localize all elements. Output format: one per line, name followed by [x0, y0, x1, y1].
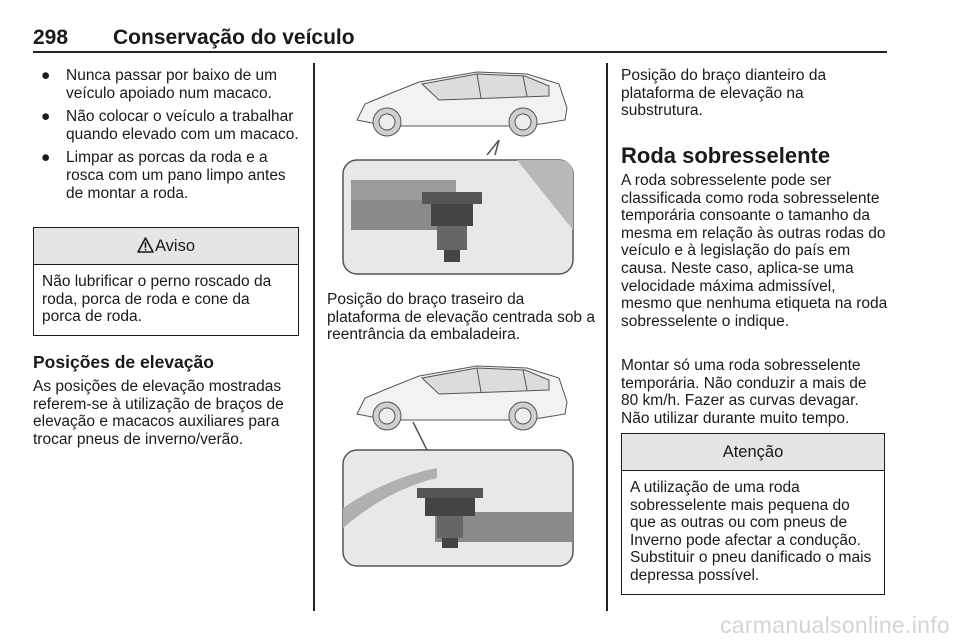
warning-box-body: Não lubrificar o perno roscado da roda, porca de roda e cone da porca de roda. [42, 273, 272, 326]
bullet-item: ● Nunca passar por baixo de um veículo apoiado num macaco. [41, 67, 278, 102]
header-rule [33, 51, 887, 53]
car-side-view [357, 72, 567, 136]
caution-box-title: Atenção [622, 434, 884, 471]
watermark: carmanualsonline.info [719, 612, 950, 638]
pointer-arrow [413, 422, 427, 450]
page-number: 298 [33, 26, 69, 49]
rear-lift-caption: Posição do braço traseiro da plataforma de elevação centrada sob a reentrância da embaladeira. [327, 291, 595, 344]
bullet-icon: ● [41, 67, 51, 84]
column-divider-left [313, 63, 315, 611]
column-divider-right [606, 63, 608, 611]
rear-lift-illustration [327, 60, 585, 276]
safety-bullet-list [33, 67, 301, 202]
caution-box [621, 433, 885, 595]
warning-box-title: Aviso [34, 228, 298, 265]
front-lift-caption: Posição do braço dianteiro da plataforma de elevação na substrutura. [621, 67, 827, 120]
warning-triangle-icon [137, 230, 154, 266]
section-title-spare-wheel: Roda sobresselente [621, 143, 831, 168]
bullet-icon: ● [41, 108, 51, 126]
bullet-icon: ● [41, 149, 51, 167]
front-lift-illustration [327, 358, 585, 570]
car-side-view [357, 366, 567, 430]
bullet-item: ● Não colocar o veículo a trabalhar quando elevado com um macaco. [41, 108, 299, 143]
rear-lift-detail [343, 160, 573, 274]
front-lift-detail [343, 450, 573, 566]
bullet-list-container [33, 67, 301, 208]
warning-box [33, 227, 299, 336]
lift-positions-text: As posições de elevação mostradas referem-se à utilização de braços de elevação e macacos auxiliares para trocar pneus de inverno/verão. [33, 378, 284, 448]
bullet-item: ● Limpar as porcas da roda e a rosca com um pano limpo antes de montar a roda. [41, 149, 286, 202]
spare-wheel-paragraph-2: Montar só uma roda sobresselente temporária. Não conduzir a mais de 80 km/h. Fazer as curvas devagar. Não utilizar durante muito tempo. [621, 357, 867, 427]
section-title-lift-positions: Posições de elevação [33, 352, 214, 372]
caution-box-body: A utilização de uma roda sobresselente mais pequena do que as outras ou com pneus de Inverno pode afectar a condução. Substituir o pneu danificado o mais depressa possível. [630, 479, 872, 584]
spare-wheel-paragraph-1: A roda sobresselente pode ser classificada como roda sobresselente temporária consoante o tamanho da mesma em relação às outras rodas do veículo e à legislação do país em causa. Neste caso, aplica-se uma velocidade máxima admissível, mesmo que nenhuma etiqueta na roda sobresselente o indique. [621, 172, 888, 330]
page-title: Conservação do veículo [113, 26, 355, 49]
pointer-arrow [487, 140, 499, 155]
